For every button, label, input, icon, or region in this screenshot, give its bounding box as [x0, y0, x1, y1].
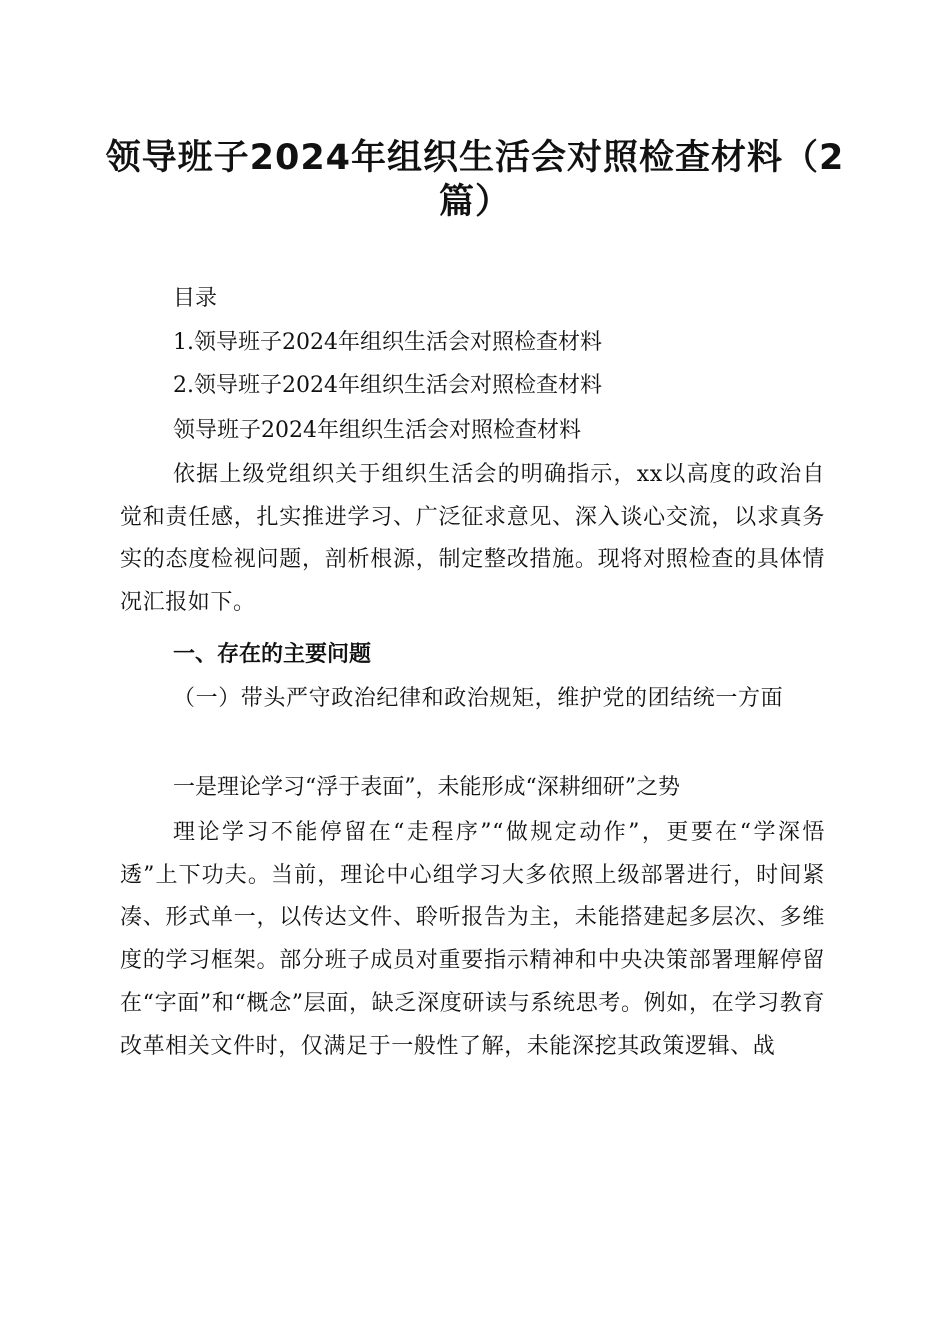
point-paragraph: 理论学习不能停留在“走程序”“做规定动作”，更要在“学深悟透”上下功夫。当前，理论中心组学习大多依照上级部署进行，时间紧凑、形式单一，以传达文件、聆听报告为主，未能搭建起多层次、多维度的学习框架。部分班子成员对重要指示精神和中央决策部署理解停留在“字面”和“概念”层面，缺乏深度研读与系统思考。例如，在学习教育改革相关文件时，仅满足于一般性了解，未能深挖其政策逻辑、战	[120, 820, 825, 1059]
subsection-heading: （一）带头严守政治纪律和政治规矩，维护党的团结统一方面	[173, 686, 784, 711]
document-title: 领导班子2024年组织生活会对照检查材料（2篇）	[105, 138, 845, 222]
toc-item-1: 1.领导班子2024年组织生活会对照检查材料	[173, 330, 602, 355]
toc-item-2: 2.领导班子2024年组织生活会对照检查材料	[173, 373, 602, 398]
section-heading: 一、存在的主要问题	[173, 642, 372, 667]
point-heading: 一是理论学习“浮于表面”，未能形成“深耕细研”之势	[173, 775, 680, 800]
toc-heading: 目录	[173, 286, 218, 311]
intro-paragraph: 依据上级党组织关于组织生活会的明确指示，xx以高度的政治自觉和责任感，扎实推进学习、广泛征求意见、深入谈心交流，以求真务实的态度检视问题，剖析根源，制定整改措施。现将对照检查的具体情况汇报如下。	[120, 462, 825, 616]
article-title: 领导班子2024年组织生活会对照检查材料	[173, 418, 581, 443]
